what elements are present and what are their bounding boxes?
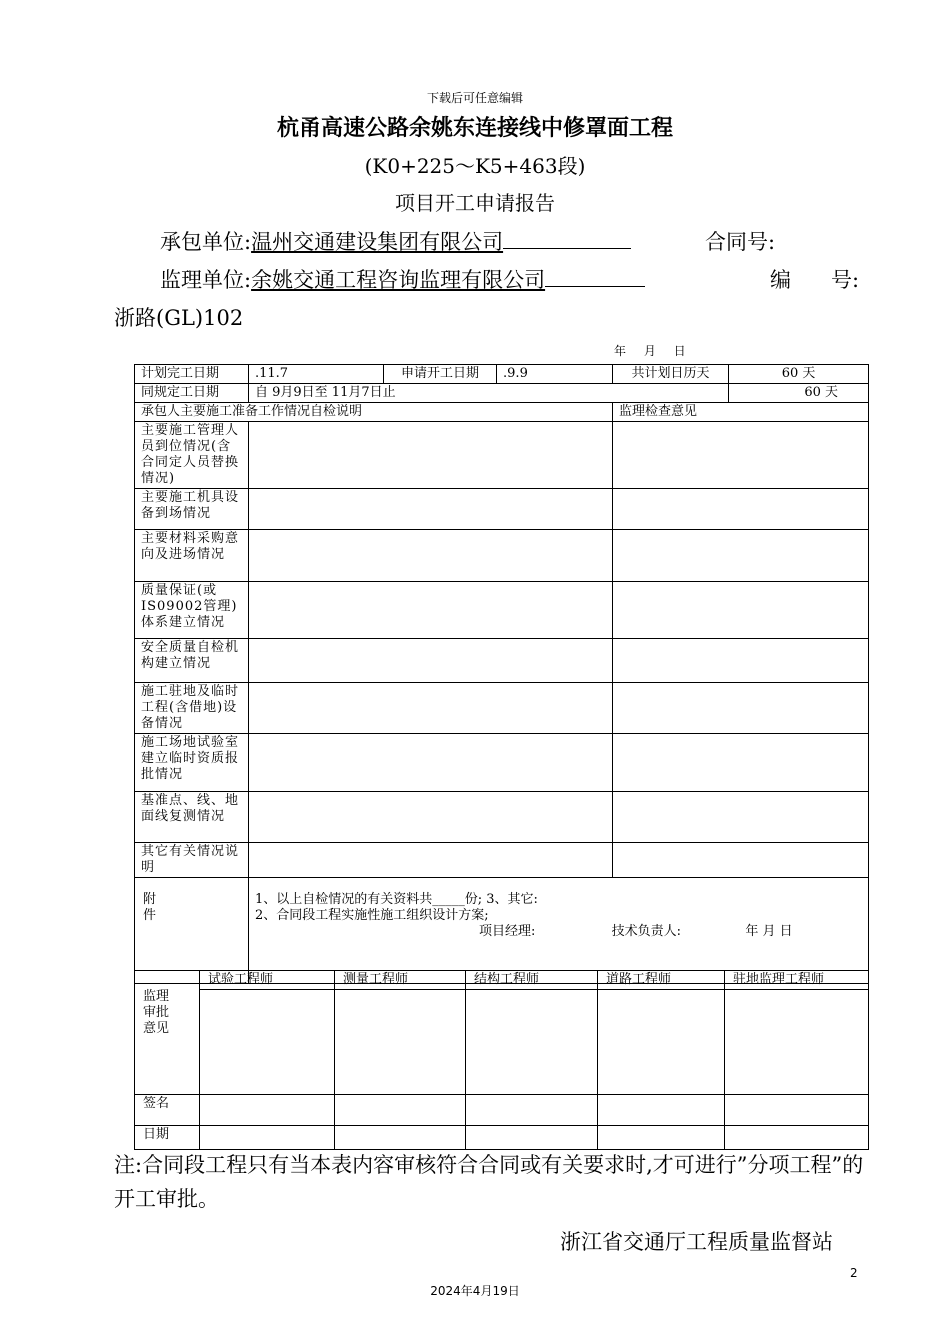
supervisor-label: 监理单位: bbox=[160, 268, 252, 292]
rule-period-label: 同规定工日期 bbox=[135, 384, 249, 403]
role-survey-engineer: 测量工程师 bbox=[335, 971, 465, 990]
section-range: (K0+225～K5+463段) bbox=[364, 154, 586, 178]
item-self-check[interactable] bbox=[249, 639, 613, 683]
role-test-engineer: 试验工程师 bbox=[200, 971, 334, 990]
date-line: 年 月 日 bbox=[614, 344, 686, 358]
item-label: 质量保证(或IS09002管理)体系建立情况 bbox=[135, 582, 249, 639]
item-self-check[interactable] bbox=[249, 530, 613, 582]
sign-cell[interactable] bbox=[200, 1095, 335, 1126]
item-label: 基准点、线、地面线复测情况 bbox=[135, 792, 249, 843]
date-cell[interactable] bbox=[200, 1126, 335, 1150]
page-date: 2024年4月19日 bbox=[430, 1284, 520, 1298]
item-self-check[interactable] bbox=[249, 843, 613, 878]
item-supervisor-opinion[interactable] bbox=[613, 530, 869, 582]
sign-cell[interactable] bbox=[598, 1095, 725, 1126]
item-label: 安全质量自检机构建立情况 bbox=[135, 639, 249, 683]
item-label: 施工驻地及临时工程(含借地)设备情况 bbox=[135, 683, 249, 734]
item-supervisor-opinion[interactable] bbox=[613, 582, 869, 639]
planned-complete-value[interactable]: .11.7 bbox=[249, 365, 384, 384]
attachment-line-2: 2、合同段工程实施性施工组织设计方案; bbox=[255, 908, 489, 923]
total-days-value[interactable]: 60 天 bbox=[729, 365, 869, 384]
sign-cell[interactable] bbox=[725, 1095, 869, 1126]
item-supervisor-opinion[interactable] bbox=[613, 734, 869, 792]
date-cell[interactable] bbox=[598, 1126, 725, 1150]
date-cell[interactable] bbox=[335, 1126, 466, 1150]
page-title: 杭甬高速公路余姚东连接线中修罩面工程 bbox=[276, 116, 673, 141]
application-form bbox=[134, 364, 869, 984]
self-check-header: 承包人主要施工准备工作情况自检说明 bbox=[135, 403, 613, 422]
contractor-value: 温州交通建设集团有限公司 bbox=[251, 230, 504, 254]
approval-table bbox=[134, 970, 869, 1150]
apply-start-value[interactable]: .9.9 bbox=[497, 365, 613, 384]
approval-cell-resident[interactable] bbox=[725, 971, 869, 1095]
apply-start-label: 申请开工日期 bbox=[384, 365, 497, 384]
report-title: 项目开工申请报告 bbox=[395, 191, 555, 215]
tech-lead-label: 技术负责人: bbox=[611, 924, 682, 939]
role-road-engineer: 道路工程师 bbox=[598, 971, 724, 990]
item-supervisor-opinion[interactable] bbox=[613, 792, 869, 843]
header-note: 下载后可任意编辑 bbox=[426, 91, 523, 105]
item-label: 其它有关情况说 明 bbox=[135, 843, 249, 878]
item-label: 施工场地试验室建立临时资质报批情况 bbox=[135, 734, 249, 792]
issuer-station: 浙江省交通厅工程质量监督站 bbox=[560, 1230, 833, 1254]
item-supervisor-opinion[interactable] bbox=[613, 422, 869, 489]
item-supervisor-opinion[interactable] bbox=[613, 683, 869, 734]
approval-label-text: 监理审批意见 bbox=[143, 989, 170, 1036]
item-supervisor-opinion[interactable] bbox=[613, 489, 869, 530]
item-self-check[interactable] bbox=[249, 683, 613, 734]
contractor-line bbox=[160, 226, 631, 256]
role-structure-engineer: 结构工程师 bbox=[466, 971, 597, 990]
supervisor-line bbox=[160, 264, 645, 294]
planned-complete-label: 计划完工日期 bbox=[135, 365, 249, 384]
contractor-blank bbox=[503, 228, 631, 249]
item-label: 主要施工机具设备到场情况 bbox=[135, 489, 249, 530]
rule-period-value[interactable]: 自 9月9日至 11月7日止 bbox=[249, 384, 729, 403]
sign-cell[interactable] bbox=[335, 1095, 466, 1126]
project-manager-label: 项目经理: bbox=[479, 924, 536, 939]
sign-cell[interactable] bbox=[466, 1095, 598, 1126]
date-label: 日期 bbox=[135, 1126, 200, 1150]
attachment-label-text: 附件 bbox=[143, 892, 157, 923]
attachment-label bbox=[135, 878, 249, 984]
item-self-check[interactable] bbox=[249, 792, 613, 843]
item-supervisor-opinion[interactable] bbox=[613, 843, 869, 878]
contract-number-label: 合同号: bbox=[705, 230, 776, 254]
approval-cell-structure[interactable] bbox=[466, 971, 598, 1095]
sign-label: 签名 bbox=[135, 1095, 200, 1126]
item-self-check[interactable] bbox=[249, 582, 613, 639]
supervisor-value: 余姚交通工程咨询监理有限公司 bbox=[251, 268, 546, 292]
approval-label bbox=[135, 971, 200, 1095]
item-label: 主要材料采购意向及进场情况 bbox=[135, 530, 249, 582]
item-supervisor-opinion[interactable] bbox=[613, 639, 869, 683]
approval-cell-road[interactable] bbox=[598, 971, 725, 1095]
approval-cell-test[interactable] bbox=[200, 971, 335, 1095]
attachment-content[interactable] bbox=[249, 878, 869, 984]
item-self-check[interactable] bbox=[249, 489, 613, 530]
item-label: 主要施工管理人员到位情况(含合同定人员替换情况) bbox=[135, 422, 249, 489]
document-number: 浙路(GL)102 bbox=[114, 306, 244, 330]
supervisor-opinion-header: 监理检查意见 bbox=[613, 403, 869, 422]
date-cell[interactable] bbox=[466, 1126, 598, 1150]
date-cell[interactable] bbox=[725, 1126, 869, 1150]
rule-days-value[interactable]: 60 天 bbox=[729, 384, 869, 403]
item-self-check[interactable] bbox=[249, 422, 613, 489]
attachment-date: 年 月 日 bbox=[745, 924, 793, 939]
attachment-line-1: 1、以上自检情况的有关资料共_____份; 3、其它: bbox=[255, 892, 538, 907]
total-days-label: 共计划日历天 bbox=[613, 365, 729, 384]
serial-number-label: 编 号: bbox=[770, 268, 860, 292]
footnote: 注:合同段工程只有当本表内容审核符合合同或有关要求时,才可进行”分项工程”的开工审批。 bbox=[114, 1153, 864, 1211]
page-number: 2 bbox=[850, 1266, 858, 1280]
attachment-signoff bbox=[255, 924, 862, 940]
role-resident-supervisor: 驻地监理工程师 bbox=[725, 971, 868, 990]
supervisor-blank bbox=[545, 266, 645, 287]
item-self-check[interactable] bbox=[249, 734, 613, 792]
approval-cell-survey[interactable] bbox=[335, 971, 466, 1095]
contractor-label: 承包单位: bbox=[160, 230, 252, 254]
